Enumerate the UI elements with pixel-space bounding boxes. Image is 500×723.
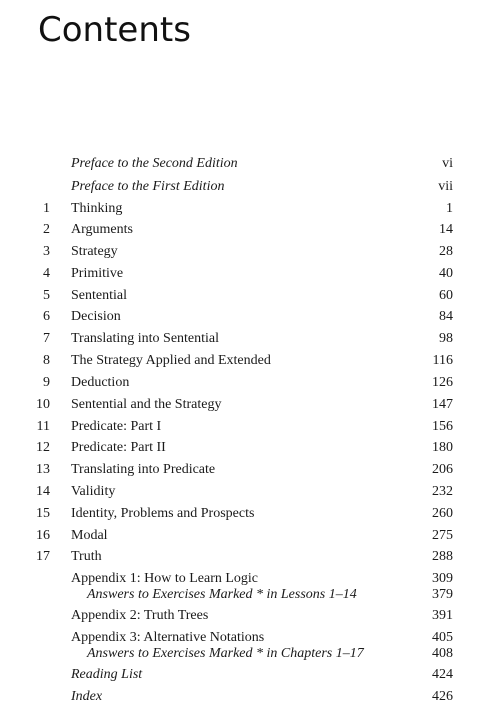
toc-entry-number: 5 (43, 288, 50, 303)
toc-entry-number: 2 (43, 222, 50, 237)
toc-row (0, 308, 500, 328)
toc-entry-number: 17 (36, 549, 50, 564)
toc-entry-title: Identity, Problems and Prospects (71, 506, 255, 521)
toc-entry-title: Arguments (71, 222, 133, 237)
toc-entry-title: Decision (71, 309, 121, 324)
toc-entry-number: 8 (43, 353, 50, 368)
toc-entry-title: Deduction (71, 375, 130, 390)
toc-entry-page: 98 (439, 331, 453, 346)
toc-row (0, 396, 500, 416)
toc-entry-number: 6 (43, 309, 50, 324)
toc-entry-title: Modal (71, 528, 108, 543)
toc-entry-page: 147 (432, 397, 453, 412)
toc-entry-title: Truth (71, 549, 102, 564)
toc-row (0, 155, 500, 175)
toc-entry-title: Thinking (71, 201, 123, 216)
toc-entry-number: 1 (43, 201, 50, 216)
toc-entry-number: 9 (43, 375, 50, 390)
toc-row (0, 221, 500, 241)
toc-entry-title: Answers to Exercises Marked * in Lessons 1–14 (87, 587, 357, 602)
toc-entry-number: 13 (36, 462, 50, 477)
toc-row (0, 505, 500, 525)
toc-entry-page: vii (438, 179, 453, 194)
toc-entry-page: 408 (432, 646, 453, 661)
toc-entry-page: 14 (439, 222, 453, 237)
toc-row (0, 287, 500, 307)
toc-entry-page: 275 (432, 528, 453, 543)
toc-entry-page: 40 (439, 266, 453, 281)
toc-row (0, 243, 500, 263)
toc-entry-number: 4 (43, 266, 50, 281)
toc-row (0, 461, 500, 481)
toc-entry-title: Sentential (71, 288, 127, 303)
toc-row (0, 418, 500, 438)
toc-entry-number: 11 (36, 419, 50, 434)
toc-row (0, 200, 500, 220)
toc-entry-number: 7 (43, 331, 50, 346)
toc-row (0, 666, 500, 686)
toc-entry-page: 426 (432, 689, 453, 704)
toc-entry-page: 405 (432, 630, 453, 645)
toc-entry-title: Index (71, 689, 103, 704)
toc-entry-number: 14 (36, 484, 50, 499)
toc-entry-title: Translating into Sentential (71, 331, 220, 346)
toc-entry-title: Sentential and the Strategy (71, 397, 222, 412)
toc-row (0, 548, 500, 568)
toc-row (0, 586, 500, 606)
toc-entry-title: Validity (71, 484, 116, 499)
toc-entry-page: vi (442, 156, 453, 171)
toc-entry-number: 3 (43, 244, 50, 259)
toc-entry-title: Reading List (71, 667, 143, 682)
toc-row (0, 352, 500, 372)
toc-entry-number: 10 (36, 397, 50, 412)
toc-row (0, 439, 500, 459)
toc-entry-page: 1 (446, 201, 453, 216)
toc-row (0, 483, 500, 503)
toc-entry-title: Primitive (71, 266, 124, 281)
toc-entry-page: 126 (432, 375, 453, 390)
toc-entry-number: 12 (36, 440, 50, 455)
toc-entry-number: 15 (36, 506, 50, 521)
toc-entry-number: 16 (36, 528, 50, 543)
toc-entry-title: Predicate: Part I (71, 419, 162, 434)
toc-entry-title: Preface to the Second Edition (71, 156, 238, 171)
toc-entry-page: 180 (432, 440, 453, 455)
toc-entry-title: Strategy (71, 244, 118, 259)
toc-entry-page: 116 (432, 353, 453, 368)
toc-entry-page: 260 (432, 506, 453, 521)
toc-entry-page: 60 (439, 288, 453, 303)
toc-row (0, 330, 500, 350)
toc-entry-page: 288 (432, 549, 453, 564)
toc-entry-page: 84 (439, 309, 453, 324)
toc-row (0, 527, 500, 547)
toc-entry-page: 206 (432, 462, 453, 477)
toc-row (0, 265, 500, 285)
toc-entry-page: 156 (432, 419, 453, 434)
toc-row (0, 645, 500, 665)
toc-entry-page: 28 (439, 244, 453, 259)
toc-entry-title: Appendix 3: Alternative Notations (71, 630, 265, 645)
toc-entry-title: Translating into Predicate (71, 462, 216, 477)
toc-entry-title: Appendix 1: How to Learn Logic (71, 571, 259, 586)
toc-entry-page: 379 (432, 587, 453, 602)
toc-entry-title: Predicate: Part II (71, 440, 166, 455)
toc-entry-title: Appendix 2: Truth Trees (71, 608, 209, 623)
toc-entry-page: 309 (432, 571, 453, 586)
toc-row (0, 374, 500, 394)
toc-entry-title: The Strategy Applied and Extended (71, 353, 271, 368)
toc-entry-page: 232 (432, 484, 453, 499)
toc-row (0, 607, 500, 627)
toc-row (0, 178, 500, 198)
page-title: Contents (38, 10, 191, 50)
toc-entry-title: Answers to Exercises Marked * in Chapters 1–17 (87, 646, 364, 661)
toc-row (0, 688, 500, 708)
toc-entry-title: Preface to the First Edition (71, 179, 225, 194)
toc-entry-page: 391 (432, 608, 453, 623)
toc-entry-page: 424 (432, 667, 453, 682)
